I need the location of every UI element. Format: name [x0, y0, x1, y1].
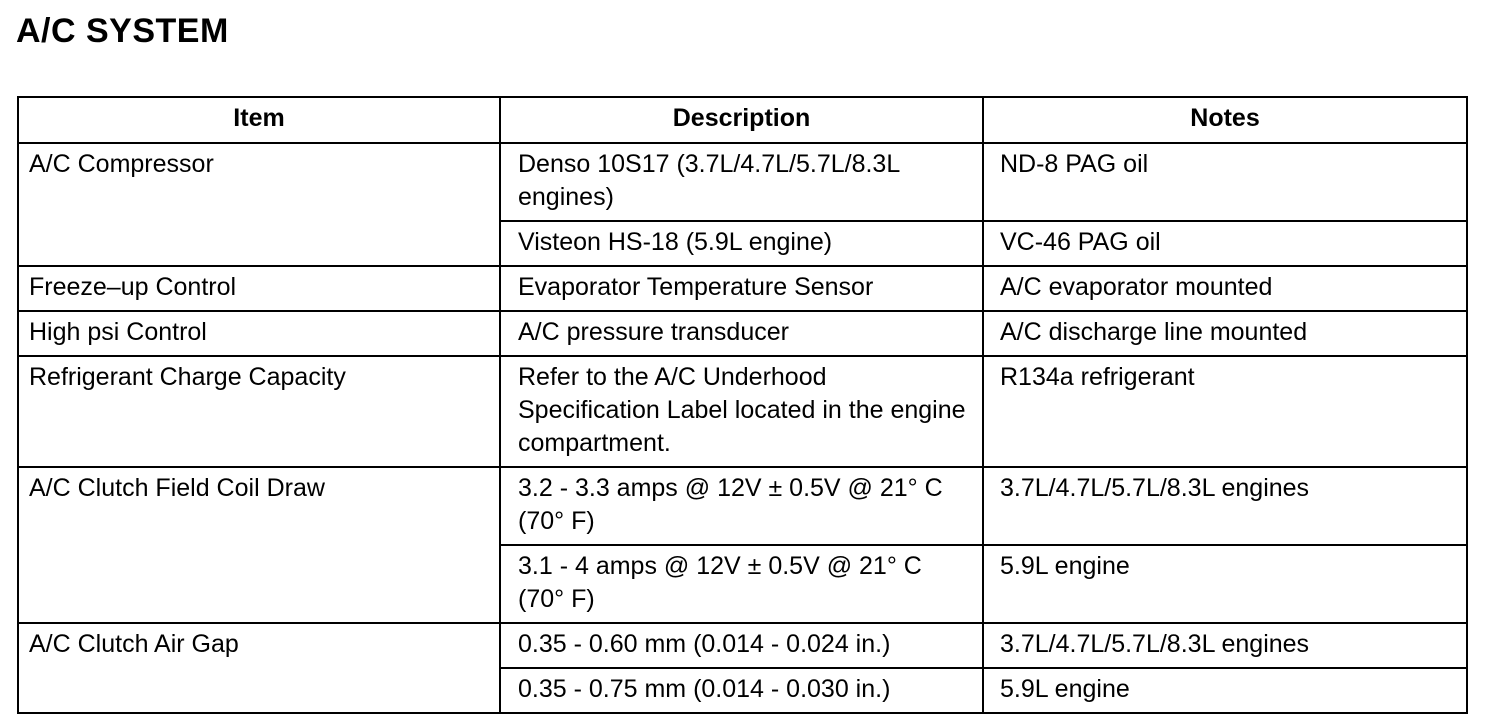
table-row: [18, 143, 1467, 221]
notes-cell: 3.7L/4.7L/5.7L/8.3L engines: [983, 467, 1467, 545]
description-cell: 3.1 - 4 amps @ 12V ± 0.5V @ 21° C (70° F): [500, 545, 983, 623]
table-row: [18, 266, 1467, 311]
item-cell: High psi Control: [18, 311, 500, 356]
item-cell: A/C Clutch Field Coil Draw: [18, 467, 500, 623]
header-item: Item: [18, 97, 500, 143]
description-cell: Evaporator Temperature Sensor: [500, 266, 983, 311]
item-cell: A/C Clutch Air Gap: [18, 623, 500, 713]
notes-cell: 3.7L/4.7L/5.7L/8.3L engines: [983, 623, 1467, 668]
description-cell: Denso 10S17 (3.7L/4.7L/5.7L/8.3L engines): [500, 143, 983, 221]
notes-cell: ND-8 PAG oil: [983, 143, 1467, 221]
table-row: [18, 467, 1467, 545]
description-cell: 0.35 - 0.75 mm (0.014 - 0.030 in.): [500, 668, 983, 713]
item-cell: Refrigerant Charge Capacity: [18, 356, 500, 467]
item-cell: Freeze–up Control: [18, 266, 500, 311]
description-cell: Refer to the A/C Underhood Specification Label located in the engine compartment.: [500, 356, 983, 467]
notes-cell: 5.9L engine: [983, 668, 1467, 713]
table-header-row: [18, 97, 1467, 143]
notes-cell: A/C evaporator mounted: [983, 266, 1467, 311]
notes-cell: A/C discharge line mounted: [983, 311, 1467, 356]
table-row: [18, 623, 1467, 668]
item-cell: A/C Compressor: [18, 143, 500, 266]
table-row: [18, 311, 1467, 356]
notes-cell: 5.9L engine: [983, 545, 1467, 623]
page-title: A/C SYSTEM: [16, 12, 229, 50]
description-cell: Visteon HS-18 (5.9L engine): [500, 221, 983, 266]
header-notes: Notes: [983, 97, 1467, 143]
table-row: [18, 356, 1467, 467]
description-cell: 3.2 - 3.3 amps @ 12V ± 0.5V @ 21° C (70° F): [500, 467, 983, 545]
description-cell: 0.35 - 0.60 mm (0.014 - 0.024 in.): [500, 623, 983, 668]
notes-cell: VC-46 PAG oil: [983, 221, 1467, 266]
notes-cell: R134a refrigerant: [983, 356, 1467, 467]
ac-system-spec-table: [17, 96, 1468, 714]
description-cell: A/C pressure transducer: [500, 311, 983, 356]
header-description: Description: [500, 97, 983, 143]
